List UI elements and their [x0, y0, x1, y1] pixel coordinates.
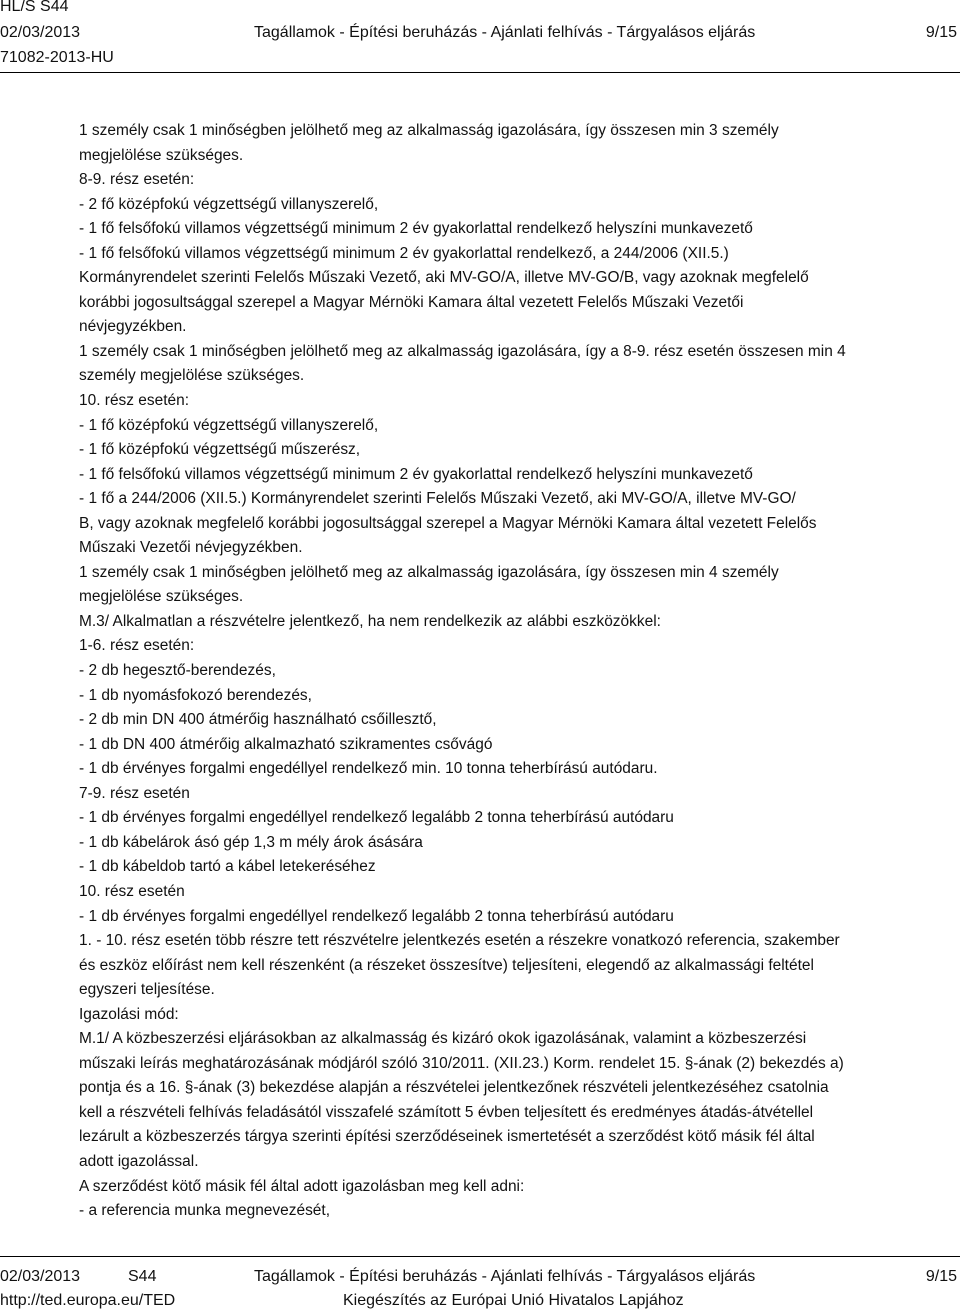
body-line: 1-6. rész esetén:: [79, 637, 195, 655]
body-line: A szerződést kötő másik fél által adott igazolásban meg kell adni:: [79, 1177, 525, 1195]
body-line: - 1 db érvényes forgalmi engedéllyel rendelkező min. 10 tonna teherbírású autódaru.: [79, 760, 658, 778]
footer-publisher: Kiegészítés az Európai Unió Hivatalos Lapjához: [343, 1292, 684, 1309]
body-line: - 1 db nyomásfokozó berendezés,: [79, 686, 312, 704]
footer-title: Tagállamok - Építési beruházás - Ajánlati felhívás - Tárgyalásos eljárás: [254, 1268, 756, 1285]
footer-divider: [0, 1256, 960, 1257]
body-line: - 1 db érvényes forgalmi engedéllyel rendelkező legalább 2 tonna teherbírású autódaru: [79, 907, 674, 925]
body-line: - 1 fő középfokú végzettségű műszerész,: [79, 441, 361, 459]
body-line: M.3/ Alkalmatlan a részvételre jelentkező, ha nem rendelkezik az alábbi eszközökkel:: [79, 612, 661, 630]
body-line: 1 személy csak 1 minőségben jelölhető meg az alkalmasság igazolására, így a 8-9. rész esetén összesen min 4: [79, 342, 846, 360]
body-line: adott igazolással.: [79, 1152, 199, 1170]
header-page-number: 9/15: [925, 24, 957, 41]
page-header: [0, 0, 960, 70]
body-line: Kormányrendelet szerinti Felelős Műszaki Vezető, aki MV-GO/A, illetve MV-GO/B, vagy azoknak megfelelő: [79, 269, 809, 287]
notice-id: 71082-2013-HU: [0, 49, 114, 66]
body-line: 10. rész esetén:: [79, 392, 190, 410]
body-line: megjelölése szükséges.: [79, 146, 244, 164]
body-line: - 1 fő középfokú végzettségű villanyszerelő,: [79, 416, 379, 434]
body-line: Igazolási mód:: [79, 1005, 179, 1023]
body-line: lezárult a közbeszerzés tárgya szerinti építési szerződéseinek ismertetését a szerződést kötő másik fél által: [79, 1128, 815, 1146]
footer-page-number: 9/15: [925, 1268, 957, 1285]
body-line: Műszaki Vezetői névjegyzékben.: [79, 539, 303, 557]
body-line: 1 személy csak 1 minőségben jelölhető meg az alkalmasság igazolására, így összesen min 3 személy: [79, 122, 779, 139]
body-line: névjegyzékben.: [79, 318, 187, 336]
body-line: - 1 fő felsőfokú villamos végzettségű minimum 2 év gyakorlattal rendelkező, a 244/2006 (XII.5.): [79, 244, 729, 262]
footer-series: S44: [128, 1268, 157, 1285]
body-line: korábbi jogosultsággal szerepel a Magyar Mérnöki Kamara által vezetett Felelős Műszaki Vezetői: [79, 293, 744, 311]
body-line: - 2 db hegesztő-berendezés,: [79, 662, 276, 680]
body-line: - 1 db DN 400 átmérőig alkalmazható szikramentes csővágó: [79, 735, 493, 753]
body-line: M.1/ A közbeszerzési eljárásokban az alkalmasság és kizáró okok igazolásának, valamint a közbeszerzési: [79, 1030, 807, 1048]
body-line: 8-9. rész esetén:: [79, 171, 195, 189]
body-line: - 1 fő felsőfokú villamos végzettségű minimum 2 év gyakorlattal rendelkező helyszíni munkavezető: [79, 465, 753, 483]
doc-reference: HL/S S44: [0, 0, 69, 15]
document-body: [79, 119, 959, 1224]
body-line: 10. rész esetén: [79, 882, 185, 900]
body-line: műszaki leírás meghatározásának módjáról szóló 310/2011. (XII.23.) Korm. rendelet 15. §-ának (2) bekezdés a): [79, 1054, 844, 1072]
body-line: - 2 db min DN 400 átmérőig használható csőillesztő,: [79, 711, 437, 729]
body-line: - a referencia munka megnevezését,: [79, 1202, 330, 1220]
header-title: Tagállamok - Építési beruházás - Ajánlati felhívás - Tárgyalásos eljárás: [254, 24, 756, 41]
header-divider: [0, 72, 960, 73]
body-line: - 1 db kábeldob tartó a kábel letekeréséhez: [79, 858, 376, 876]
body-line: pontja és a 16. §-ának (3) bekezdése alapján a részvételei jelentkezőnek részvételi jelentkezéséhez csatolnia: [79, 1079, 829, 1097]
body-line: - 1 fő a 244/2006 (XII.5.) Kormányrendelet szerinti Felelős Műszaki Vezető, aki MV-GO/A, illetve MV-GO/: [79, 490, 796, 508]
body-line: megjelölése szükséges.: [79, 588, 244, 606]
footer-url[interactable]: http://ted.europa.eu/TED: [0, 1292, 176, 1309]
body-line: - 1 db kábelárok ásó gép 1,3 m mély árok ásására: [79, 833, 423, 851]
body-line: egyszeri teljesítése.: [79, 981, 215, 999]
body-line: 1. - 10. rész esetén több részre tett részvételre jelentkezés esetén a részekre vonatkozó referencia, szakember: [79, 932, 840, 950]
body-line: és eszköz előírást nem kell részenként (a részeket összesítve) teljesíteni, elegendő az alkalmassági feltétel: [79, 956, 814, 974]
body-line: B, vagy azoknak megfelelő korábbi jogosultsággal szerepel a Magyar Mérnöki Kamara által vezetett Felelős: [79, 514, 817, 532]
body-line: 1 személy csak 1 minőségben jelölhető meg az alkalmasság igazolására, így összesen min 4 személy: [79, 563, 779, 581]
body-line: kell a részvételi felhívás feladásától visszafelé számított 5 évben teljesített és eredményes átadás-átvétellel: [79, 1103, 814, 1121]
body-line: személy megjelölése szükséges.: [79, 367, 305, 385]
body-line: - 1 fő felsőfokú villamos végzettségű minimum 2 év gyakorlattal rendelkező helyszíni munkavezető: [79, 220, 753, 238]
body-line: - 1 db érvényes forgalmi engedéllyel rendelkező legalább 2 tonna teherbírású autódaru: [79, 809, 674, 827]
footer-date: 02/03/2013: [0, 1268, 81, 1285]
header-date: 02/03/2013: [0, 24, 81, 41]
body-line: 7-9. rész esetén: [79, 784, 190, 802]
body-line: - 2 fő középfokú végzettségű villanyszerelő,: [79, 195, 379, 213]
